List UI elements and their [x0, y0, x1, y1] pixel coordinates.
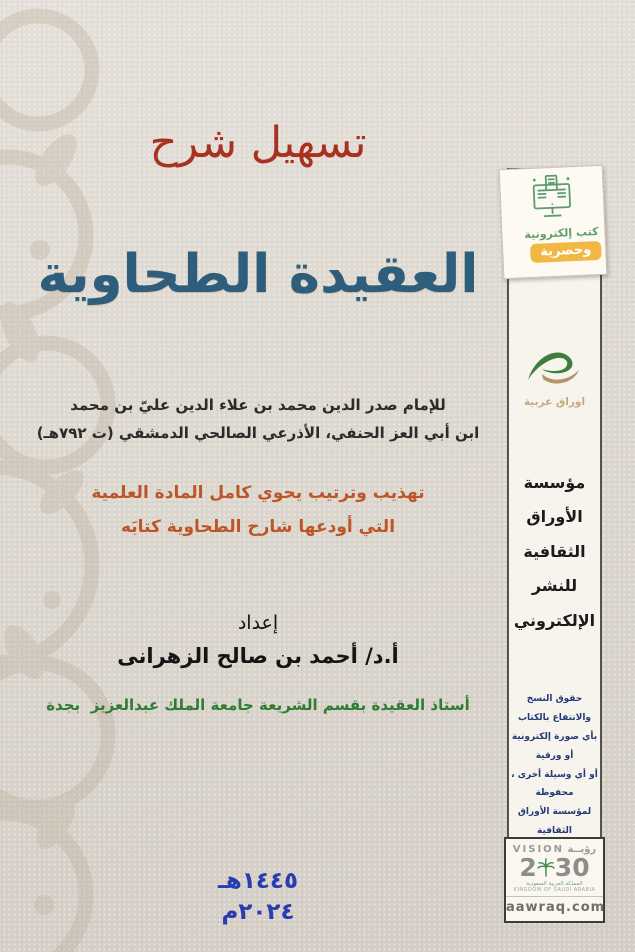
- vision-country-en: KINGDOM OF SAUDI ARABIA: [513, 887, 596, 893]
- prepared-by-name: أ.د/ أحمد بن صالح الزهرانى: [117, 644, 399, 668]
- publisher-line: الإلكتروني: [513, 610, 596, 630]
- vision-year-prefix: 2: [519, 853, 537, 882]
- vision-year: [506, 855, 603, 880]
- copyright-notice: [509, 690, 600, 841]
- copyright-line: حقوق النسخ والانتفاع بالكتاب: [517, 694, 592, 723]
- publisher-name: [509, 466, 600, 638]
- year-hijri: ١٤٤٥هـ: [218, 868, 298, 894]
- prepared-by-label: إعداد: [237, 612, 279, 634]
- vision-2030-box: [504, 837, 605, 923]
- copyright-line: لمؤسسة الأوراق الثقافية: [517, 807, 592, 837]
- year-gregorian: ٢٠٢٤م: [221, 899, 295, 926]
- book-title: العقيدة الطحاوية: [37, 244, 479, 305]
- vision-year-suffix: 30: [554, 853, 590, 882]
- vision-label-en: VISION: [512, 844, 565, 855]
- publication-date: [8, 866, 508, 928]
- author-line-2: ابن أبي العز الحنفي، الأذرعي الصالحي الدمشقي (ت ٧٩٢هـ): [36, 423, 480, 442]
- publisher-sidebar: [506, 168, 606, 923]
- author-block: [8, 392, 508, 448]
- ebook-badge-line1: كتب إلكترونية: [524, 225, 599, 242]
- publisher-line: الثقافية: [523, 541, 586, 561]
- main-column: [8, 0, 508, 952]
- ebook-badge-line2: وحصرية: [530, 241, 602, 263]
- subtitle-block: [8, 476, 508, 544]
- publisher-line: للنشر: [531, 576, 578, 596]
- awraq-logo-block: [509, 346, 600, 408]
- awraq-leaf-logo: [524, 346, 586, 390]
- copyright-line: أو أي وسيلة أخرى ، محفوظة: [511, 769, 598, 799]
- subtitle-line-1: تهذيب وترتيب يحوي كامل المادة العلمية: [91, 483, 425, 503]
- publisher-website: aawraq.com: [506, 896, 603, 915]
- vision-country-ar: المملكة العربية السعودية: [526, 881, 583, 887]
- ebook-monitor-icon: [522, 173, 582, 223]
- series-title: تسهيل شرح: [149, 118, 367, 168]
- publisher-line: مؤسسة: [523, 473, 586, 492]
- subtitle-line-2: التي أودعها شارح الطحاوية كتابَه: [120, 517, 396, 537]
- ebook-badge-card: [499, 165, 608, 279]
- copyright-line: بأي صورة إلكترونية أو ورقية: [511, 731, 598, 761]
- prepared-by-role: أستاذ العقيدة بقسم الشريعة جامعة الملك عبدالعزيز بجدة: [46, 696, 470, 714]
- vision-label-ar: رؤيــة: [567, 844, 597, 855]
- palm-emblem-icon: [537, 858, 555, 878]
- awraq-logo-name: اوراق عربية: [523, 396, 586, 408]
- publisher-line: الأوراق: [526, 507, 583, 527]
- author-line-1: للإمام صدر الدين محمد بن علاء الدين عليّ بن محمد: [70, 396, 446, 414]
